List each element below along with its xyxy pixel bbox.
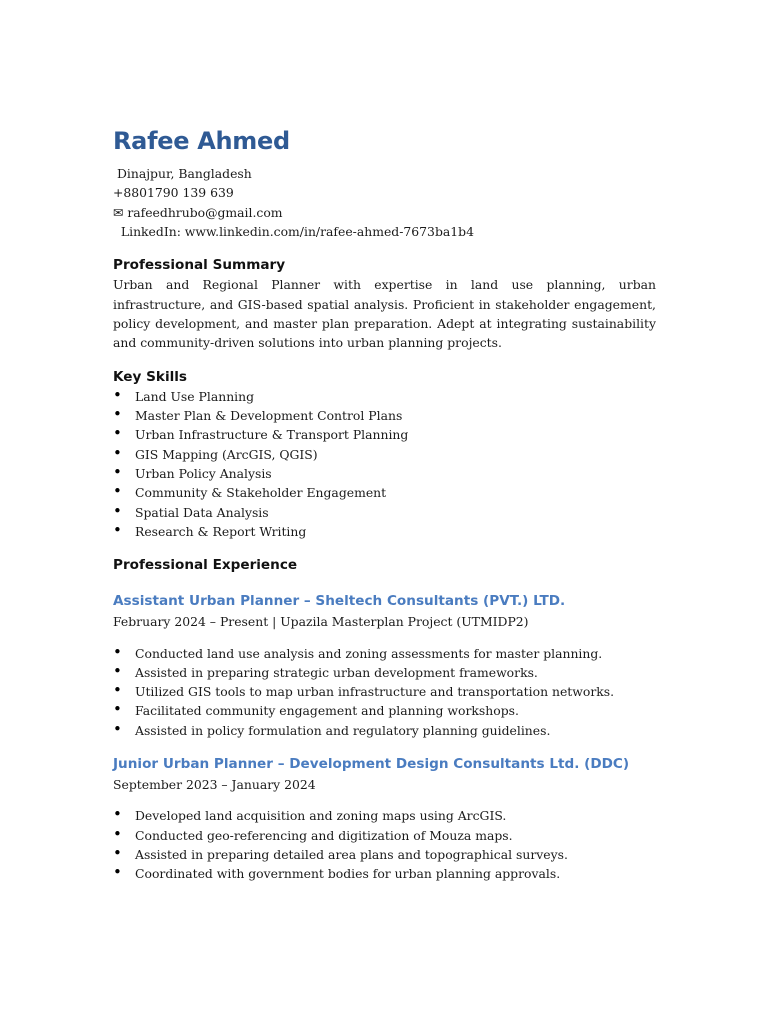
contact-email: ✉ rafeedhrubo@gmail.com: [113, 204, 283, 220]
contact-linkedin: LinkedIn: www.linkedin.com/in/rafee-ahmed-7673ba1b4: [113, 223, 474, 239]
job-bullet: • Utilized GIS tools to map urban infrastructure and transportation networks.: [113, 682, 656, 701]
experience-heading: Professional Experience: [113, 557, 298, 574]
skill-item: • GIS Mapping (ArcGIS, QGIS): [113, 445, 656, 464]
skill-item: • Land Use Planning: [113, 387, 656, 406]
skill-item: • Research & Report Writing: [113, 522, 656, 541]
job-bullet: • Conducted geo-referencing and digitization of Mouza maps.: [113, 826, 656, 845]
job-responsibilities: [113, 806, 656, 883]
skill-item: • Urban Infrastructure & Transport Planning: [113, 425, 656, 444]
job-dates: September 2023 – January 2024: [113, 777, 316, 793]
skill-item: • Urban Policy Analysis: [113, 464, 656, 483]
job-bullet: • Coordinated with government bodies for urban planning approvals.: [113, 864, 656, 883]
skill-item: • Master Plan & Development Control Plans: [113, 406, 656, 425]
contact-phone: +8801790 139 639: [113, 185, 234, 201]
summary-text: Urban and Regional Planner with expertise in land use planning, urban infrastructure, and GIS-based spatial analysis. Proficient in stakeholder engagement, policy development, and master plan preparation. Adept at integrating sustainability and community-driven solutions into urban planning projects.: [113, 277, 656, 351]
job-title: Junior Urban Planner – Development Design Consultants Ltd. (DDC): [113, 756, 630, 773]
job-bullet: • Conducted land use analysis and zoning assessments for master planning.: [113, 644, 656, 663]
job-bullet: • Facilitated community engagement and planning workshops.: [113, 701, 656, 720]
job-bullet: • Assisted in preparing detailed area plans and topographical surveys.: [113, 845, 656, 864]
contact-location: Dinajpur, Bangladesh: [113, 166, 252, 181]
resume-document: [113, 124, 656, 884]
job-bullet: • Developed land acquisition and zoning maps using ArcGIS.: [113, 806, 656, 825]
job-responsibilities: [113, 644, 656, 740]
skills-heading: Key Skills: [113, 368, 188, 385]
skill-item: • Community & Stakeholder Engagement: [113, 483, 656, 502]
skills-list: [113, 387, 656, 541]
contact-block: [113, 164, 656, 241]
job-dates: February 2024 – Present | Upazila Masterplan Project (UTMIDP2): [113, 614, 529, 630]
skill-item: • Spatial Data Analysis: [113, 503, 656, 522]
job-bullet: • Assisted in preparing strategic urban development frameworks.: [113, 663, 656, 682]
job-bullet: • Assisted in policy formulation and regulatory planning guidelines.: [113, 721, 656, 740]
job-title: Assistant Urban Planner – Sheltech Consultants (PVT.) LTD.: [113, 593, 566, 610]
summary-heading: Professional Summary: [113, 257, 286, 274]
resume-name: Rafee Ahmed: [113, 127, 290, 155]
